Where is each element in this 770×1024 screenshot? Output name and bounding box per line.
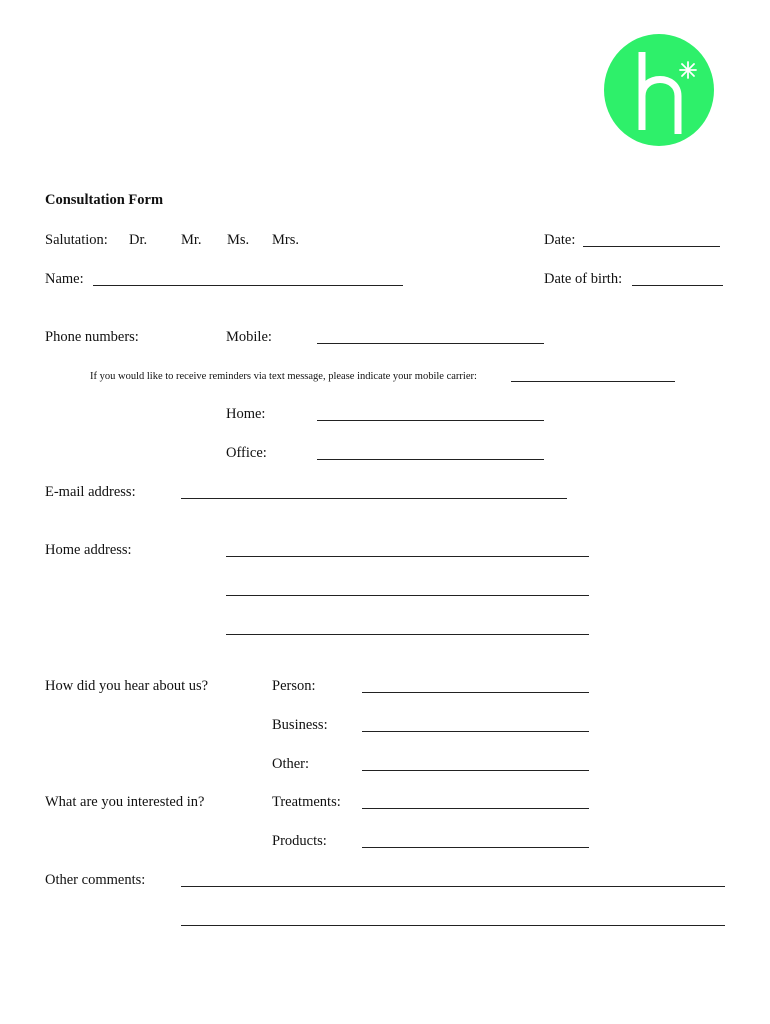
referral-person-field[interactable] <box>362 692 589 693</box>
comments-line-2[interactable] <box>181 925 725 926</box>
home-address-label: Home address: <box>45 542 132 558</box>
referral-business-field[interactable] <box>362 731 589 732</box>
name-field[interactable] <box>93 285 403 286</box>
name-label: Name: <box>45 271 84 287</box>
interest-products-field[interactable] <box>362 847 589 848</box>
date-field[interactable] <box>583 246 720 247</box>
referral-business-label: Business: <box>272 717 328 733</box>
date-label: Date: <box>544 232 576 248</box>
home-phone-field[interactable] <box>317 420 544 421</box>
carrier-note: If you would like to receive reminders via text message, please indicate your mobile carrier: <box>90 371 477 382</box>
mobile-field[interactable] <box>317 343 544 344</box>
home-phone-label: Home: <box>226 406 266 422</box>
interest-question: What are you interested in? <box>45 794 205 810</box>
salutation-option-mr[interactable]: Mr. <box>181 232 202 248</box>
dob-label: Date of birth: <box>544 271 623 287</box>
dob-field[interactable] <box>632 285 723 286</box>
home-address-line-3[interactable] <box>226 634 589 635</box>
interest-products-label: Products: <box>272 833 327 849</box>
salutation-option-mrs[interactable]: Mrs. <box>272 232 299 248</box>
office-phone-label: Office: <box>226 445 267 461</box>
comments-label: Other comments: <box>45 872 146 888</box>
interest-treatments-field[interactable] <box>362 808 589 809</box>
carrier-field[interactable] <box>511 381 675 382</box>
interest-treatments-label: Treatments: <box>272 794 341 810</box>
referral-other-field[interactable] <box>362 770 589 771</box>
referral-other-label: Other: <box>272 756 310 772</box>
referral-question: How did you hear about us? <box>45 678 209 694</box>
office-phone-field[interactable] <box>317 459 544 460</box>
referral-person-label: Person: <box>272 678 316 694</box>
brand-logo <box>604 34 714 146</box>
salutation-option-ms[interactable]: Ms. <box>227 232 250 248</box>
comments-line-1[interactable] <box>181 886 725 887</box>
salutation-label: Salutation: <box>45 232 108 248</box>
salutation-option-dr[interactable]: Dr. <box>129 232 148 248</box>
email-field[interactable] <box>181 498 567 499</box>
mobile-label: Mobile: <box>226 329 272 345</box>
form-title: Consultation Form <box>45 192 164 208</box>
home-address-line-1[interactable] <box>226 556 589 557</box>
phone-label: Phone numbers: <box>45 329 139 345</box>
home-address-line-2[interactable] <box>226 595 589 596</box>
email-label: E-mail address: <box>45 484 136 500</box>
